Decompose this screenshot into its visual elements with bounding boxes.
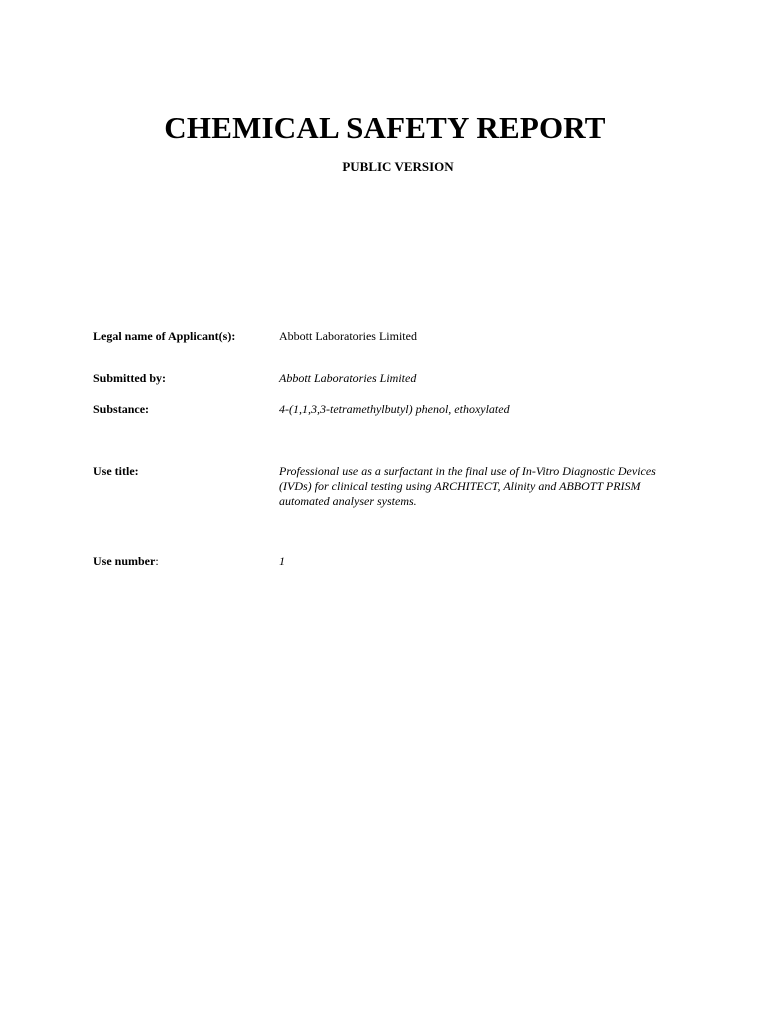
field-substance-label: Substance: bbox=[93, 402, 150, 416]
field-use-number-label-colon: : bbox=[155, 554, 159, 568]
field-submitted-by-value: Abbott Laboratories Limited bbox=[279, 371, 417, 385]
field-applicant-value: Abbott Laboratories Limited bbox=[279, 329, 417, 343]
field-submitted-by-label: Submitted by: bbox=[93, 371, 167, 385]
field-substance-value: 4-(1,1,3,3-tetramethylbutyl) phenol, ethoxylated bbox=[279, 402, 510, 416]
field-use-number-label bbox=[93, 554, 273, 569]
field-use-number-label-text: Use number bbox=[93, 554, 156, 568]
field-use-number-value: 1 bbox=[279, 554, 285, 568]
document-subtitle: PUBLIC VERSION bbox=[342, 159, 454, 174]
field-use-title-value: Professional use as a surfactant in the final use of In-Vitro Diagnostic Devices (IVDs) for clinical testing using ARCHITECT, Alinity and ABBOTT PRISM automated analyser systems. bbox=[279, 464, 656, 508]
field-use-title-label: Use title: bbox=[93, 464, 139, 478]
field-applicant-label: Legal name of Applicant(s): bbox=[93, 329, 236, 343]
document-title: CHEMICAL SAFETY REPORT bbox=[164, 110, 606, 145]
